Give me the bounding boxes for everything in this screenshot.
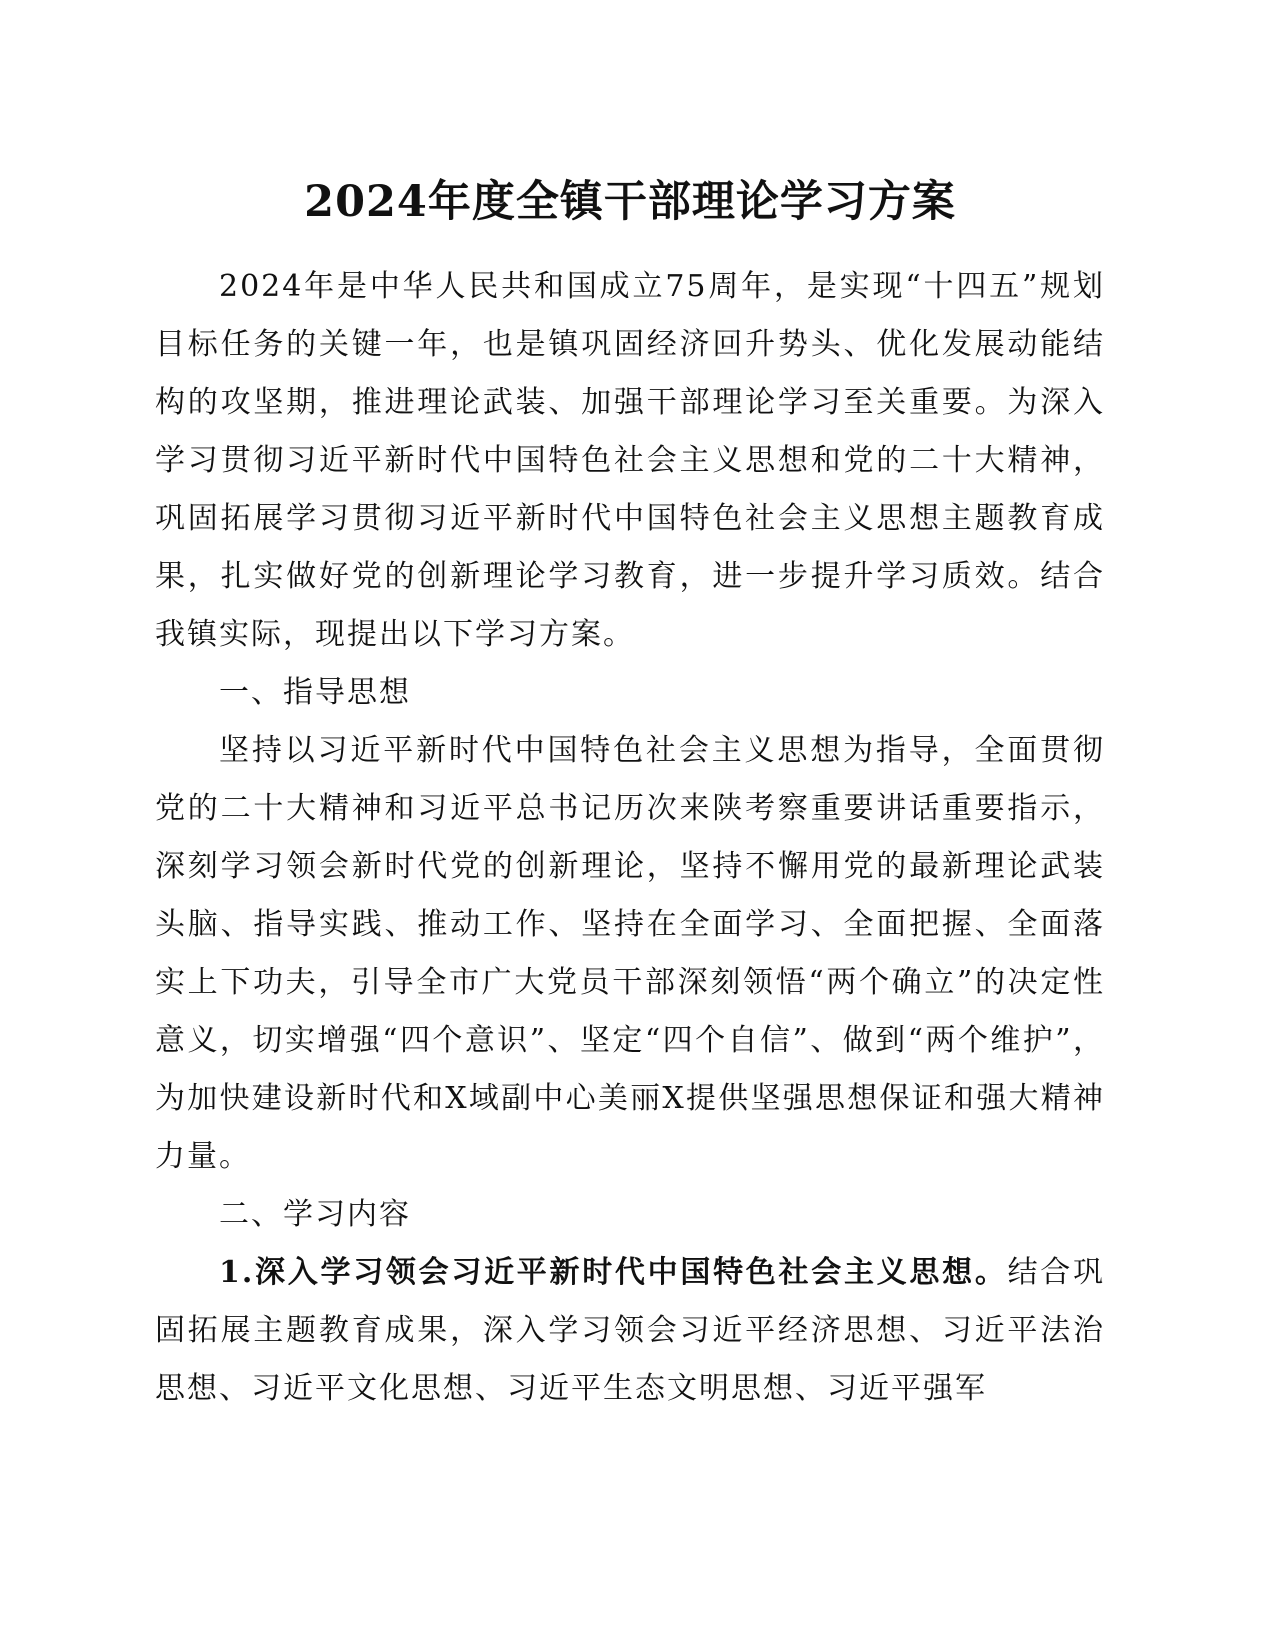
intro-paragraph: 2024年是中华人民共和国成立75周年，是实现“十四五”规划目标任务的关键一年，也是镇巩固经济回升势头、优化发展动能结构的攻坚期，推进理论武装、加强干部理论学习至关重要。为深入学习贯彻习近平新时代中国特色社会主义思想和党的二十大精神，巩固拓展学习贯彻习近平新时代中国特色社会主义思想主题教育成果，扎实做好党的创新理论学习教育，进一步提升学习质效。结合我镇实际，现提出以下学习方案。: [155, 269, 1105, 652]
study-content-item-1-lead: 1.深入学习领会习近平新时代中国特色社会主义思想。: [219, 1255, 1008, 1290]
document-title: 2024年度全镇干部理论学习方案: [304, 177, 956, 227]
study-content-item-1-body: 结合巩固拓展主题教育成果，深入学习领会习近平经济思想、习近平法治思想、习近平文化思想、习近平生态文明思想、习近平强军: [155, 1255, 1105, 1406]
section-heading-guiding-ideology: 一、指导思想: [219, 675, 411, 710]
guiding-ideology-paragraph: 坚持以习近平新时代中国特色社会主义思想为指导，全面贯彻党的二十大精神和习近平总书记历次来陕考察重要讲话重要指示，深刻学习领会新时代党的创新理论，坚持不懈用党的最新理论武装头脑、指导实践、推动工作、坚持在全面学习、全面把握、全面落实上下功夫，引导全市广大党员干部深刻领悟“两个确立”的决定性意义，切实增强“四个意识”、坚定“四个自信”、做到“两个维护”，为加快建设新时代和X域副中心美丽X提供坚强思想保证和强大精神力量。: [155, 733, 1105, 1174]
document-body: [155, 258, 1105, 1418]
study-content-item-1: [155, 1244, 1105, 1418]
section-heading-study-content: 二、学习内容: [219, 1197, 411, 1232]
